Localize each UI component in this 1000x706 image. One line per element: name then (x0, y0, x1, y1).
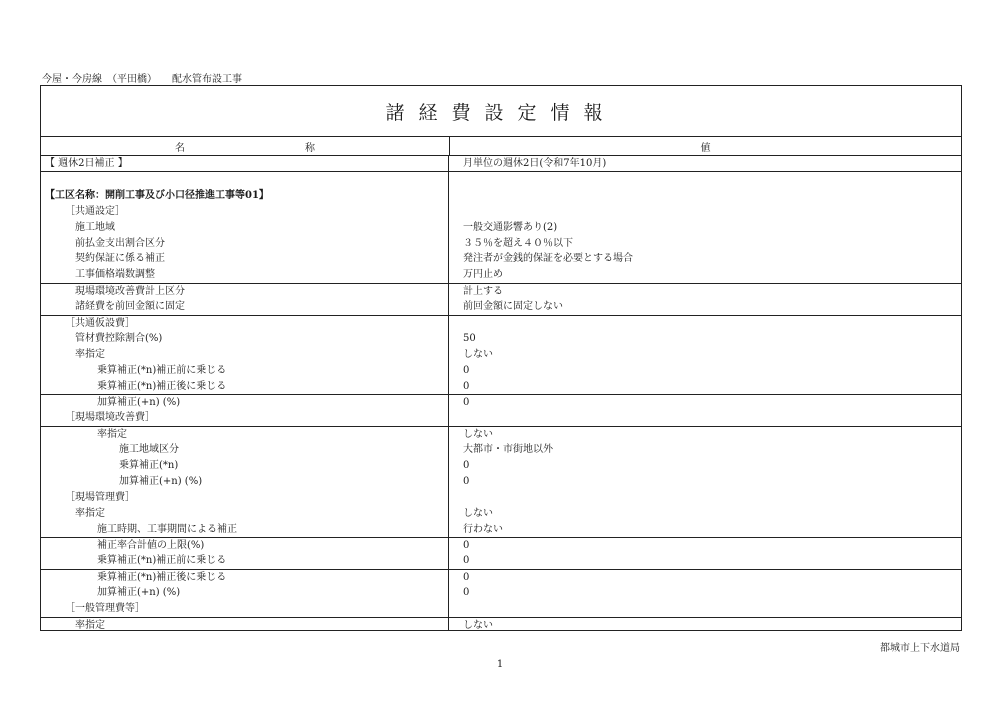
table-row (41, 426, 961, 442)
table-row (41, 394, 961, 410)
table-row (41, 251, 961, 267)
table-row (41, 204, 961, 220)
row-name: 乗算補正(*n)補正後に乗じる (41, 570, 449, 585)
row-name: 加算補正(+n) (%) (41, 395, 449, 410)
row-name: 施工時期、工事期間による補正 (41, 522, 449, 538)
row-name: 乗算補正(*n)補正後に乗じる (41, 379, 449, 395)
table-row (41, 347, 961, 363)
row-value: 0 (463, 364, 470, 376)
table-row (41, 379, 961, 395)
row-value: 万円止め (463, 269, 503, 281)
row-name: 乗算補正(*n)補正前に乗じる (41, 553, 449, 569)
row-name: 管材費控除割合(%) (41, 331, 449, 347)
table-row (41, 172, 961, 188)
table-body (41, 172, 961, 631)
row-value (449, 316, 961, 331)
row-name: ［共通設定］ (41, 204, 449, 220)
row-value: 0 (463, 475, 470, 487)
table-row (41, 283, 961, 299)
row-value: ３５％を超え４０％以下 (463, 237, 573, 249)
table-row (41, 522, 961, 538)
table-row (41, 585, 961, 601)
table-row (41, 188, 961, 204)
row-value (449, 188, 961, 204)
table-row (41, 474, 961, 490)
table-row (41, 537, 961, 553)
row-name: 【工区名称：開削工事及び小口径推進工事等01】 (41, 188, 449, 204)
title-row (41, 86, 961, 137)
row-value (449, 601, 961, 617)
row-value: 大都市・市街地以外 (463, 444, 553, 456)
row-name: 契約保証に係る補正 (41, 251, 449, 267)
row-name: 率指定 (41, 506, 449, 522)
row-value: 月単位の週休2日(令和7年10月) (463, 158, 607, 169)
row-name: 率指定 (41, 347, 449, 363)
table-row (41, 410, 961, 426)
table-row (41, 315, 961, 331)
row-name: 前払金支出割合区分 (41, 236, 449, 252)
row-value: 0 (463, 540, 470, 552)
page-title: 諸経費設定情報 (385, 101, 617, 124)
row-value: 0 (463, 587, 470, 599)
row-name: 現場環境改善費計上区分 (41, 284, 449, 299)
row-value (449, 204, 961, 220)
row-value: 0 (463, 572, 470, 584)
row-value: しない (463, 348, 493, 360)
row-value (449, 490, 961, 506)
row-name (41, 172, 449, 188)
table-header (41, 137, 961, 156)
row-value: 一般交通影響あり(2) (463, 221, 558, 233)
row-value: 発注者が金銭的保証を必要とする場合 (463, 253, 633, 265)
table-row (41, 601, 961, 617)
row-name: 補正率合計値の上限(%) (41, 538, 449, 553)
row-value: 前回金額に固定しない (463, 301, 563, 313)
row-value: 0 (463, 555, 470, 567)
row-name: 率指定 (41, 618, 449, 631)
header-name-right: 称 (305, 142, 315, 154)
row-name: 加算補正(+n) (%) (41, 585, 449, 601)
row-name: 【 週休2日補正 】 (41, 156, 449, 171)
table-row (41, 553, 961, 569)
row-name: ［現場環境改善費］ (41, 410, 449, 426)
project-title: 今屋・今房線 （平田橋） 配水管布設工事 (42, 74, 242, 85)
table-row (41, 506, 961, 522)
row-name: 乗算補正(*n) (41, 458, 449, 474)
row-name: ［共通仮設費］ (41, 316, 449, 331)
row-value: 行わない (463, 523, 503, 535)
table-row (41, 236, 961, 252)
row-name: ［一般管理費等］ (41, 601, 449, 617)
header-name-column (41, 137, 450, 155)
row-name: 乗算補正(*n)補正前に乗じる (41, 363, 449, 379)
row-name: 加算補正(+n) (%) (41, 474, 449, 490)
row-value (449, 410, 961, 426)
row-name: 工事価格端数調整 (41, 267, 449, 283)
settings-table (40, 85, 962, 631)
header-name-left: 名 (175, 142, 185, 154)
table-row (41, 267, 961, 283)
row-name: 諸経費を前回金額に固定 (41, 299, 449, 315)
row-value: 計上する (463, 286, 503, 298)
table-row (41, 442, 961, 458)
footer-organization: 都城市上下水道局 (880, 643, 960, 654)
row-name: 施工地域 (41, 220, 449, 236)
header-value-column: 値 (700, 142, 711, 154)
page-number: 1 (496, 659, 504, 670)
row-value: 0 (463, 460, 470, 472)
row-value: しない (463, 429, 493, 441)
row-value: 0 (463, 397, 470, 409)
table-row (41, 363, 961, 379)
table-row (41, 617, 961, 631)
row-name: 施工地域区分 (41, 442, 449, 458)
row-name: ［現場管理費］ (41, 490, 449, 506)
row-name: 率指定 (41, 427, 449, 442)
row-value: しない (463, 619, 493, 631)
table-row (41, 458, 961, 474)
table-row (41, 569, 961, 585)
table-row (41, 220, 961, 236)
table-row-holiday (41, 156, 961, 172)
table-row (41, 490, 961, 506)
row-value: しない (463, 507, 493, 519)
row-value: 0 (463, 380, 470, 392)
row-value: 50 (463, 332, 476, 344)
table-row (41, 299, 961, 315)
table-row (41, 331, 961, 347)
row-value (449, 172, 961, 188)
